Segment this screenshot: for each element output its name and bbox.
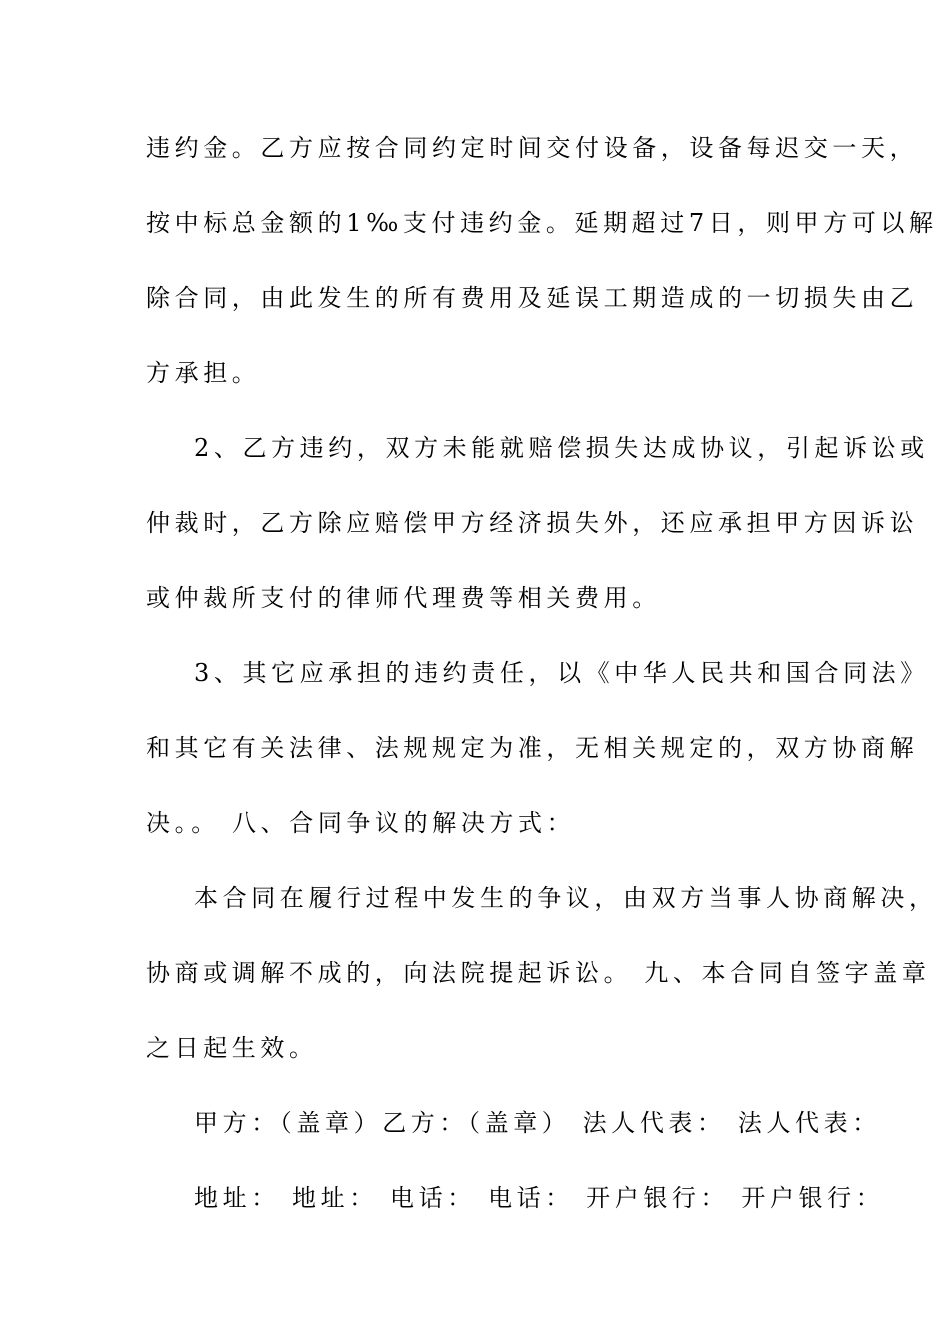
text-line: 之日起生效。	[146, 1034, 318, 1062]
contact-line: 地址： 地址： 电话： 电话： 开户银行： 开户银行：	[194, 1184, 885, 1212]
text-line: 协商或调解不成的，向法院提起诉讼。 九、本合同自签字盖章	[146, 959, 931, 987]
text-line: 3、其它应承担的违约责任，以《中华人民共和国合同法》	[194, 659, 929, 687]
text-line: 仲裁时，乙方除应赔偿甲方经济损失外，还应承担甲方因诉讼	[146, 509, 919, 537]
text-line: 除合同，由此发生的所有费用及延误工期造成的一切损失由乙	[146, 284, 919, 312]
text-line: 或仲裁所支付的律师代理费等相关费用。	[146, 584, 661, 612]
text-line: 2、乙方违约，双方未能就赔偿损失达成协议，引起诉讼或	[194, 434, 929, 462]
document-body	[146, 128, 938, 1253]
text-line: 决。。 八、合同争议的解决方式：	[146, 809, 576, 837]
text-line: 本合同在履行过程中发生的争议，由双方当事人协商解决，	[194, 884, 938, 912]
signature-line: 甲方：（盖章）乙方：（盖章） 法人代表： 法人代表：	[194, 1109, 881, 1137]
text-line: 和其它有关法律、法规规定为准，无相关规定的，双方协商解	[146, 734, 919, 762]
text-line: 方承担。	[146, 359, 261, 387]
text-line: 违约金。乙方应按合同约定时间交付设备，设备每迟交一天，	[146, 134, 919, 162]
text-line: 按中标总金额的1‰支付违约金。延期超过7日，则甲方可以解	[146, 209, 938, 237]
